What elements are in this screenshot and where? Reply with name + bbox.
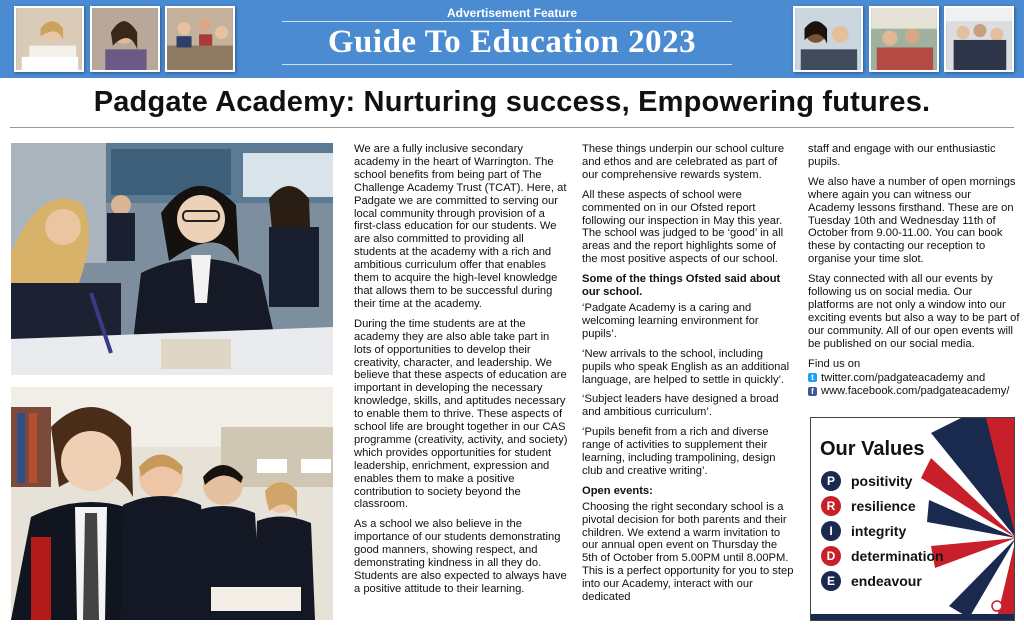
twitter-icon: t [808,373,817,382]
value-row-integrity [821,521,906,541]
ofsted-quote: ‘New arrivals to the school, including pupils who speak English as an additional language, are helped to settle in quickly’. [582,347,790,386]
paragraph-culture: These things underpin our school culture and ethos and are celebrated as part of our comprehensive rewards system. [582,143,785,181]
headline-divider [10,127,1014,128]
paragraph-social-media: Stay connected with all our events by following us on social media. Our platforms are not only a window into our exciting events but also a way to be part of our community. All of our open events will be published on our social media. [808,273,1020,350]
value-row-positivity [821,471,912,491]
paragraph-intro: We are a fully inclusive secondary academy in the heart of Warrington. The school benefits from being part of The Challenge Academy Trust (TCAT). Here, at Padgate we are committed to serving our local community through provision of a first-class education for our students. We are also committed to providing all students at the academy with a rich and ambitious curriculum offer that enables them to acquire the high-level knowledge that allows them to be successful during their time at the academy. [354,143,567,310]
column-2 [582,143,794,611]
value-badge: E [821,571,841,591]
value-badge: P [821,471,841,491]
facebook-link-row[interactable] [808,385,1020,398]
banner-rule-bottom [282,64,732,65]
ofsted-quote: ‘Pupils benefit from a rich and diverse range of activities to supplement their learning, including trampolining, design club and creative writing’. [582,426,776,477]
value-badge: D [821,546,841,566]
our-values-panel [810,417,1015,621]
paragraph-open-events: Choosing the right secondary school is a pivotal decision for both parents and their children. We extend a warm invitation to our annual open event on Thursday the 5th of October from 5.00PM until 8.00PM. This is a perfect opportunity for you to step into our Academy, interact with our dedicated [582,500,794,604]
banner-rule-top [282,21,732,22]
article-headline: Padgate Academy: Nurturing success, Empowering futures. [93,86,931,118]
column-1 [354,143,568,603]
value-word: resilience [851,498,916,514]
paragraph-opportunities: During the time students are at the academy they are also able take part in lots of opportunities to develop their creativity, character, and leadership. We believe that these aspects of education are important in developing the necessary knowledge, skills, and aptitudes necessary to enable them to thrive. These aspects of school life are brought together in our CAS programme (creativity, activity, and society) which provides opportunities for student leadership, enrichment, expression and enables them to make a positive contribution to society beyond the classroom. [354,317,568,511]
value-row-endeavour [821,571,922,591]
facebook-link[interactable]: www.facebook.com/padgateacademy/ [821,385,1010,398]
ofsted-quote: ‘Padgate Academy is a caring and welcoming learning environment for pupils’. [582,301,759,340]
value-word: endeavour [851,573,922,589]
value-badge: I [821,521,841,541]
value-word: integrity [851,523,907,539]
paragraph-staff: staff and engage with our enthusiastic pupils. [808,143,996,168]
banner-title: Guide To Education 2023 [327,24,697,60]
paragraph-ofsted: All these aspects of school were commented on in our Ofsted report following our inspection in May this year. The school was judged to be ‘good’ in all areas and the report highlights some of the most positive aspects of our school. [582,188,784,266]
open-events-heading: Open events: [582,484,653,497]
value-row-determination [821,546,944,566]
advertisement-feature-label: Advertisement Feature [446,6,578,20]
values-title: Our Values [820,438,925,460]
column-3 [808,143,1020,399]
photo-students-in-classroom [11,143,333,375]
value-word: positivity [851,473,913,489]
value-word: determination [851,548,944,564]
ofsted-heading: Some of the things Ofsted said about our school. [582,273,781,299]
value-badge: R [821,496,841,516]
photo-students-smiling-with-books [11,387,333,620]
facebook-icon: f [808,387,817,396]
find-us-label: Find us on [808,357,861,370]
banner [0,0,1024,78]
paragraph-open-mornings: We also have a number of open mornings where again you can witness our Academy lessons firsthand. These are on Tuesday 10th and Wednesday 11th of October from 9.00-11.00. You can book these by contacting our reception to organise your time slot. [808,175,1016,266]
twitter-link-row[interactable] [808,372,1020,385]
paragraph-manners: As a school we also believe in the importance of our students demonstrating good manners, showing respect, and demonstrating kindness in all they do. Students are also expected to always have a positive attitude to their learning. [354,518,567,595]
ofsted-quote: ‘Subject leaders have designed a broad and ambitious curriculum’. [582,393,779,419]
value-row-resilience [821,496,916,516]
twitter-link[interactable]: twitter.com/padgateacademy and [821,371,986,384]
